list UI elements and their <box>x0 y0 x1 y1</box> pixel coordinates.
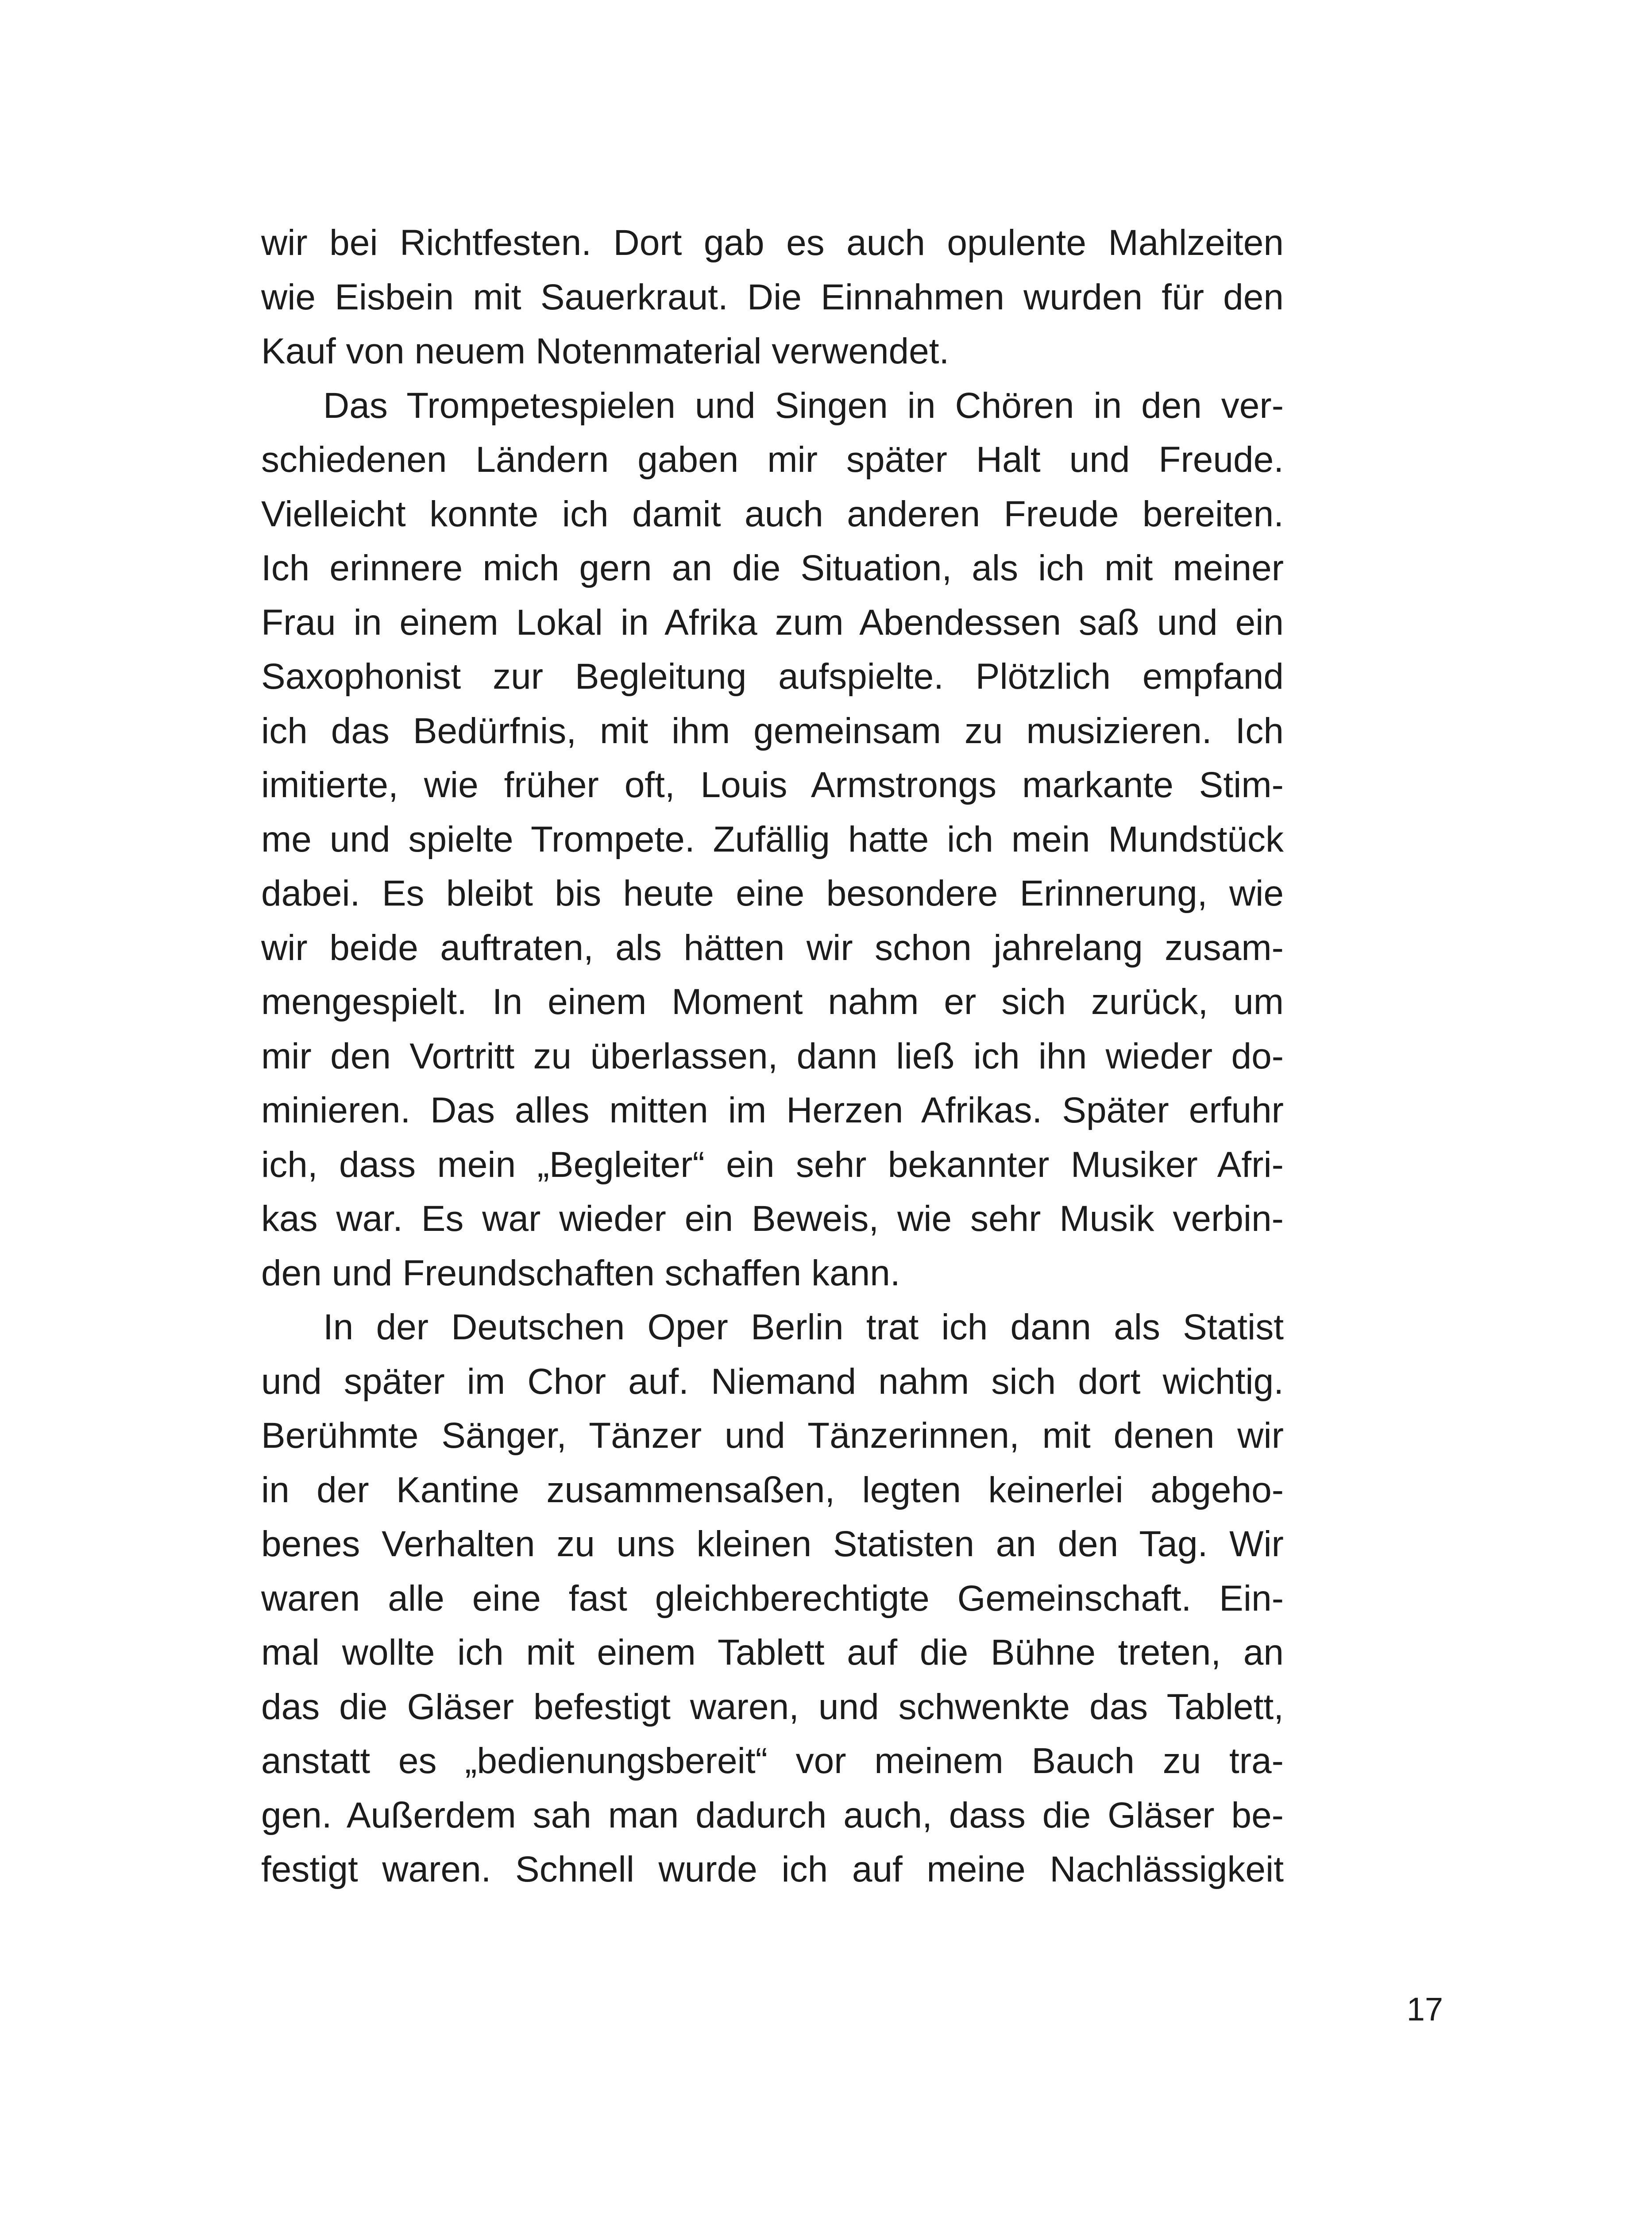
text-line: imitierte, wie früher oft, Louis Armstrongs markante Stim- <box>261 765 1284 805</box>
text-line: me und spielte Trompete. Zufällig hatte ich mein Mundstück <box>261 819 1284 860</box>
text-line: wir bei Richtfesten. Dort gab es auch opulente Mahlzeiten <box>261 223 1284 263</box>
text-line: gen. Außerdem sah man dadurch auch, dass die Gläser be- <box>261 1795 1284 1835</box>
text-line: wie Eisbein mit Sauerkraut. Die Einnahmen wurden für den <box>261 277 1284 317</box>
paragraph <box>261 379 1284 1301</box>
text-line: minieren. Das alles mitten im Herzen Afrikas. Später erfuhr <box>261 1090 1284 1130</box>
text-line: ich das Bedürfnis, mit ihm gemeinsam zu musizieren. Ich <box>261 710 1284 751</box>
text-line: dabei. Es bleibt bis heute eine besondere Erinnerung, wie <box>261 873 1284 914</box>
text-line: anstatt es „bedienungsbereit“ vor meinem Bauch zu tra- <box>261 1741 1284 1781</box>
text-line: ich, dass mein „Begleiter“ ein sehr bekannter Musiker Afri- <box>261 1144 1284 1185</box>
text-line: Ich erinnere mich gern an die Situation, als ich mit meiner <box>261 548 1284 588</box>
text-line: Kauf von neuem Notenmaterial verwendet. <box>261 331 950 371</box>
text-line: waren alle eine fast gleichberechtigte Gemeinschaft. Ein- <box>261 1578 1284 1619</box>
text-line: festigt waren. Schnell wurde ich auf meine Nachlässigkeit <box>261 1849 1284 1889</box>
text-line: Saxophonist zur Begleitung aufspielte. Plötzlich empfand <box>261 656 1284 697</box>
text-line: und später im Chor auf. Niemand nahm sich dort wichtig. <box>261 1361 1284 1402</box>
text-line: Berühmte Sänger, Tänzer und Tänzerinnen, mit denen wir <box>261 1415 1284 1456</box>
text-line: in der Kantine zusammensaßen, legten keinerlei abgeho- <box>261 1469 1284 1510</box>
body-text <box>261 216 1284 1897</box>
page-number: 17 <box>1406 1991 1443 2028</box>
paragraph <box>261 1300 1284 1897</box>
text-line: das die Gläser befestigt waren, und schwenkte das Tablett, <box>261 1686 1284 1727</box>
text-line: wir beide auftraten, als hätten wir schon jahrelang zusam- <box>261 927 1284 968</box>
text-line: Frau in einem Lokal in Afrika zum Abendessen saß und ein <box>261 602 1284 643</box>
text-line: mengespielt. In einem Moment nahm er sich zurück, um <box>261 982 1284 1022</box>
text-line: In der Deutschen Oper Berlin trat ich dann als Statist <box>323 1307 1284 1347</box>
text-line: kas war. Es war wieder ein Beweis, wie sehr Musik verbin- <box>261 1199 1284 1239</box>
text-line: mal wollte ich mit einem Tablett auf die Bühne treten, an <box>261 1632 1284 1673</box>
text-line: den und Freundschaften schaffen kann. <box>261 1253 900 1293</box>
text-line: schiedenen Ländern gaben mir später Halt und Freude. <box>261 440 1284 480</box>
text-line: mir den Vortritt zu überlassen, dann ließ ich ihn wieder do- <box>261 1036 1284 1076</box>
text-line: benes Verhalten zu uns kleinen Statisten an den Tag. Wir <box>261 1524 1284 1564</box>
paragraph <box>261 216 1284 379</box>
text-line: Vielleicht konnte ich damit auch anderen Freude bereiten. <box>261 493 1284 534</box>
text-line: Das Trompetespielen und Singen in Chören in den ver- <box>323 385 1284 426</box>
